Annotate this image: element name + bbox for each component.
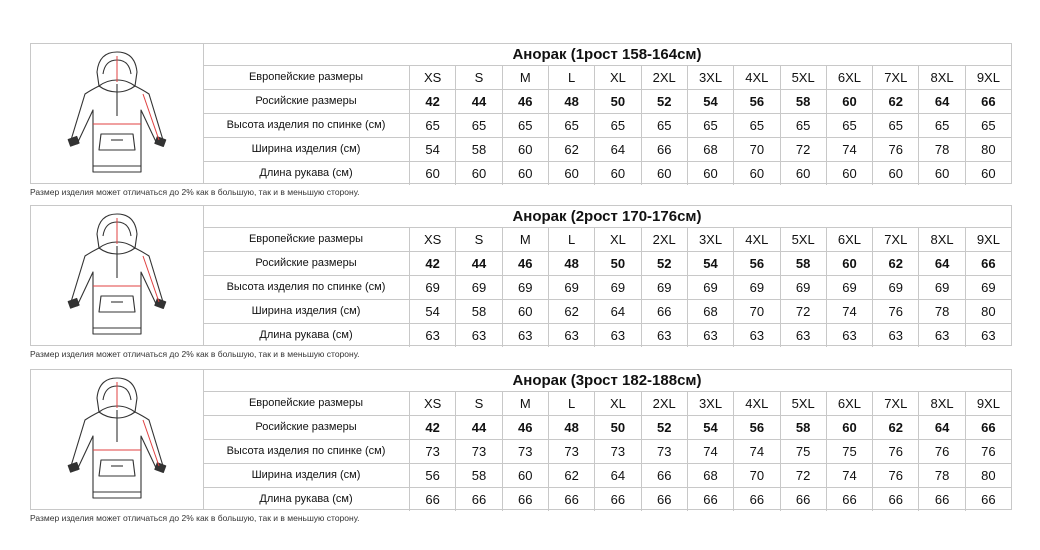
anorak-icon (31, 370, 203, 509)
table-cell: 63 (781, 324, 827, 347)
table-cell: 58 (781, 252, 827, 275)
table-cell: 74 (827, 300, 873, 323)
table-cell: 42 (410, 416, 456, 439)
table-cell: 5XL (781, 392, 827, 415)
table-cell: 70 (734, 300, 780, 323)
row-width (203, 464, 1011, 488)
table-cell: 65 (549, 114, 595, 137)
table-cell: 64 (919, 252, 965, 275)
table-cell: 69 (410, 276, 456, 299)
table-cell: 62 (549, 300, 595, 323)
table-cell: 65 (781, 114, 827, 137)
table-cell: 69 (595, 276, 641, 299)
table-cell: 75 (827, 440, 873, 463)
row-ru-sizes (203, 90, 1011, 114)
table-cell: 56 (734, 252, 780, 275)
table-cell: 56 (410, 464, 456, 487)
size-note: Размер изделия может отличаться до 2% как в большую, так и в меньшую сторону. (30, 513, 360, 523)
table-cell: 52 (642, 90, 688, 113)
table-cell: 62 (549, 464, 595, 487)
row-sleeve (203, 162, 1011, 185)
table-cell: 63 (981, 328, 996, 343)
table-cell: 48 (549, 90, 595, 113)
table-cell: 69 (919, 276, 965, 299)
table-cell: 60 (827, 90, 873, 113)
row-label: Высота изделия по спинке (см) (203, 440, 410, 463)
table-cell: 69 (503, 276, 549, 299)
table-cell: 54 (410, 138, 456, 161)
table-cell: 72 (781, 138, 827, 161)
table-cell: 60 (688, 162, 734, 185)
size-table-frame (30, 369, 1012, 510)
table-cell: 58 (456, 464, 502, 487)
table-cell: 63 (503, 324, 549, 347)
row-height (203, 114, 1011, 138)
table-cell: 48 (549, 252, 595, 275)
table-cell: 9XL (976, 70, 1000, 85)
table-cell: 63 (688, 324, 734, 347)
table-cell: 60 (919, 162, 965, 185)
table-cell: 44 (456, 90, 502, 113)
table-cell: 6XL (827, 228, 873, 251)
table-cell: S (456, 392, 502, 415)
anorak-illustration-cell (31, 206, 204, 345)
table-cell: 58 (781, 416, 827, 439)
table-cell: 65 (410, 114, 456, 137)
table-cell: 80 (981, 304, 996, 319)
table-cell: 60 (827, 416, 873, 439)
anorak-illustration-cell (31, 370, 204, 509)
table-cell: 7XL (873, 228, 919, 251)
table-cell: 60 (981, 166, 996, 181)
row-label: Длина рукава (см) (203, 488, 410, 511)
table-cell: 62 (873, 90, 919, 113)
table-cell: 4XL (734, 66, 780, 89)
row-width (203, 300, 1011, 324)
table-cell: 60 (410, 162, 456, 185)
table-cell: 8XL (919, 392, 965, 415)
table-cell: 60 (827, 252, 873, 275)
table-cell: 66 (734, 488, 780, 511)
table-cell: 66 (688, 488, 734, 511)
table-cell: 80 (981, 468, 996, 483)
row-ru-sizes (203, 416, 1011, 440)
table-cell: 68 (688, 464, 734, 487)
table-cell: 76 (873, 464, 919, 487)
table-cell: 66 (410, 488, 456, 511)
table-cell: 60 (595, 162, 641, 185)
row-label: Длина рукава (см) (203, 162, 410, 185)
table-cell: 54 (688, 416, 734, 439)
table-cell: 66 (503, 488, 549, 511)
table-cell: 72 (781, 300, 827, 323)
size-note: Размер изделия может отличаться до 2% как в большую, так и в меньшую сторону. (30, 187, 360, 197)
row-label: Росийские размеры (203, 252, 410, 275)
table-cell: 60 (456, 162, 502, 185)
table-cell: 66 (981, 94, 996, 109)
table-cell: XL (595, 392, 641, 415)
table-cell: 6XL (827, 392, 873, 415)
table-cell: 66 (642, 300, 688, 323)
table-cell: 66 (981, 256, 996, 271)
table-cell: 42 (410, 90, 456, 113)
table-cell: 70 (734, 138, 780, 161)
table-cell: 66 (781, 488, 827, 511)
table-cell: 80 (981, 142, 996, 157)
size-table-frame (30, 43, 1012, 184)
table-cell: 74 (827, 138, 873, 161)
size-table (203, 370, 1011, 511)
table-cell: 66 (595, 488, 641, 511)
table-cell: XL (595, 66, 641, 89)
table-cell: 60 (503, 162, 549, 185)
row-label: Высота изделия по спинке (см) (203, 276, 410, 299)
table-cell: 65 (873, 114, 919, 137)
table-cell: 62 (873, 416, 919, 439)
table-cell: 66 (456, 488, 502, 511)
table-cell: 76 (873, 300, 919, 323)
table-cell: 65 (595, 114, 641, 137)
table-cell: 8XL (919, 66, 965, 89)
table-cell: L (549, 392, 595, 415)
table-cell: 3XL (688, 66, 734, 89)
table-cell: 69 (734, 276, 780, 299)
table-title: Анорак (3рост 182-188см) (203, 370, 1011, 392)
table-cell: L (549, 66, 595, 89)
table-title: Анорак (2рост 170-176см) (203, 206, 1011, 228)
table-cell: 54 (410, 300, 456, 323)
table-cell: 73 (642, 440, 688, 463)
table-cell: 60 (503, 300, 549, 323)
size-table-block (30, 43, 1012, 198)
table-cell: 60 (781, 162, 827, 185)
table-cell: 69 (873, 276, 919, 299)
table-cell: 70 (734, 464, 780, 487)
anorak-icon (31, 44, 203, 183)
anorak-illustration-cell (31, 44, 204, 183)
table-cell: 66 (873, 488, 919, 511)
size-table (203, 206, 1011, 347)
table-cell: 9XL (976, 396, 1000, 411)
table-cell: 76 (873, 440, 919, 463)
table-cell: 60 (642, 162, 688, 185)
row-label: Ширина изделия (см) (203, 300, 410, 323)
table-cell: 69 (642, 276, 688, 299)
row-label: Высота изделия по спинке (см) (203, 114, 410, 137)
table-cell: 69 (827, 276, 873, 299)
table-cell: 64 (595, 138, 641, 161)
row-ru-sizes (203, 252, 1011, 276)
table-cell: M (503, 228, 549, 251)
table-cell: 54 (688, 90, 734, 113)
table-cell: 3XL (688, 228, 734, 251)
table-cell: 50 (595, 252, 641, 275)
table-cell: M (503, 66, 549, 89)
table-cell: 50 (595, 90, 641, 113)
table-cell: 56 (734, 90, 780, 113)
table-cell: S (456, 228, 502, 251)
table-cell: 5XL (781, 228, 827, 251)
table-cell: 64 (595, 300, 641, 323)
table-cell: 62 (873, 252, 919, 275)
table-cell: 65 (642, 114, 688, 137)
row-sleeve (203, 488, 1011, 511)
size-table-frame (30, 205, 1012, 346)
row-label: Ширина изделия (см) (203, 464, 410, 487)
table-cell: 73 (503, 440, 549, 463)
table-cell: 65 (919, 114, 965, 137)
table-cell: 3XL (688, 392, 734, 415)
table-cell: XS (410, 228, 456, 251)
table-cell: 60 (549, 162, 595, 185)
table-cell: 9XL (976, 232, 1000, 247)
size-table-block (30, 369, 1012, 524)
table-cell: S (456, 66, 502, 89)
table-cell: 63 (595, 324, 641, 347)
table-cell: 65 (827, 114, 873, 137)
table-cell: 66 (919, 488, 965, 511)
row-eu-sizes (203, 66, 1011, 90)
table-cell: 60 (827, 162, 873, 185)
table-cell: 76 (981, 444, 996, 459)
table-cell: 65 (734, 114, 780, 137)
table-cell: 69 (549, 276, 595, 299)
table-cell: 5XL (781, 66, 827, 89)
table-cell: 73 (456, 440, 502, 463)
table-cell: 7XL (873, 392, 919, 415)
row-width (203, 138, 1011, 162)
table-cell: 52 (642, 416, 688, 439)
table-cell: 78 (919, 464, 965, 487)
table-cell: 68 (688, 138, 734, 161)
table-cell: 78 (919, 300, 965, 323)
table-cell: 58 (456, 300, 502, 323)
table-cell: 66 (549, 488, 595, 511)
row-sleeve (203, 324, 1011, 347)
table-cell: 60 (734, 162, 780, 185)
anorak-icon (31, 206, 203, 345)
table-cell: 75 (781, 440, 827, 463)
table-cell: 58 (781, 90, 827, 113)
table-cell: 65 (981, 118, 996, 133)
table-cell: 76 (919, 440, 965, 463)
table-cell: 42 (410, 252, 456, 275)
size-table (203, 44, 1011, 185)
table-cell: 63 (734, 324, 780, 347)
table-cell: 7XL (873, 66, 919, 89)
table-cell: 72 (781, 464, 827, 487)
table-cell: 48 (549, 416, 595, 439)
table-cell: 60 (873, 162, 919, 185)
table-cell: 46 (503, 90, 549, 113)
row-eu-sizes (203, 228, 1011, 252)
table-cell: 58 (456, 138, 502, 161)
table-cell: 65 (688, 114, 734, 137)
table-cell: 66 (981, 492, 996, 507)
table-cell: 66 (642, 488, 688, 511)
table-cell: 63 (919, 324, 965, 347)
table-cell: 73 (549, 440, 595, 463)
table-cell: 63 (642, 324, 688, 347)
table-cell: 64 (595, 464, 641, 487)
table-cell: 76 (873, 138, 919, 161)
table-cell: XL (595, 228, 641, 251)
table-cell: XS (410, 66, 456, 89)
table-title: Анорак (1рост 158-164см) (203, 44, 1011, 66)
table-cell: 46 (503, 252, 549, 275)
table-cell: 68 (688, 300, 734, 323)
row-height (203, 276, 1011, 300)
table-cell: 73 (410, 440, 456, 463)
row-label: Европейские размеры (203, 228, 410, 251)
table-cell: XS (410, 392, 456, 415)
table-cell: 64 (919, 416, 965, 439)
table-cell: 63 (827, 324, 873, 347)
table-cell: L (549, 228, 595, 251)
table-cell: 74 (688, 440, 734, 463)
size-table-block (30, 205, 1012, 360)
table-cell: 2XL (642, 392, 688, 415)
table-cell: 66 (642, 464, 688, 487)
table-cell: 66 (642, 138, 688, 161)
table-cell: 60 (503, 138, 549, 161)
table-cell: M (503, 392, 549, 415)
table-cell: 64 (919, 90, 965, 113)
table-cell: 56 (734, 416, 780, 439)
table-cell: 63 (410, 324, 456, 347)
table-cell: 78 (919, 138, 965, 161)
row-label: Длина рукава (см) (203, 324, 410, 347)
table-cell: 60 (503, 464, 549, 487)
table-cell: 44 (456, 416, 502, 439)
table-cell: 54 (688, 252, 734, 275)
table-cell: 6XL (827, 66, 873, 89)
row-label: Европейские размеры (203, 66, 410, 89)
row-label: Росийские размеры (203, 90, 410, 113)
table-cell: 4XL (734, 392, 780, 415)
table-cell: 69 (688, 276, 734, 299)
size-note: Размер изделия может отличаться до 2% как в большую, так и в меньшую сторону. (30, 349, 360, 359)
table-cell: 73 (595, 440, 641, 463)
table-cell: 52 (642, 252, 688, 275)
table-cell: 2XL (642, 66, 688, 89)
table-cell: 2XL (642, 228, 688, 251)
table-cell: 4XL (734, 228, 780, 251)
table-cell: 8XL (919, 228, 965, 251)
table-cell: 63 (873, 324, 919, 347)
row-label: Ширина изделия (см) (203, 138, 410, 161)
row-label: Европейские размеры (203, 392, 410, 415)
table-cell: 74 (827, 464, 873, 487)
table-cell: 62 (549, 138, 595, 161)
table-cell: 69 (456, 276, 502, 299)
row-eu-sizes (203, 392, 1011, 416)
table-cell: 65 (503, 114, 549, 137)
table-cell: 69 (781, 276, 827, 299)
table-cell: 69 (981, 280, 996, 295)
table-cell: 74 (734, 440, 780, 463)
table-cell: 46 (503, 416, 549, 439)
table-cell: 63 (456, 324, 502, 347)
table-cell: 44 (456, 252, 502, 275)
table-cell: 66 (981, 420, 996, 435)
row-label: Росийские размеры (203, 416, 410, 439)
table-cell: 63 (549, 324, 595, 347)
table-cell: 50 (595, 416, 641, 439)
table-cell: 65 (456, 114, 502, 137)
table-cell: 66 (827, 488, 873, 511)
row-height (203, 440, 1011, 464)
